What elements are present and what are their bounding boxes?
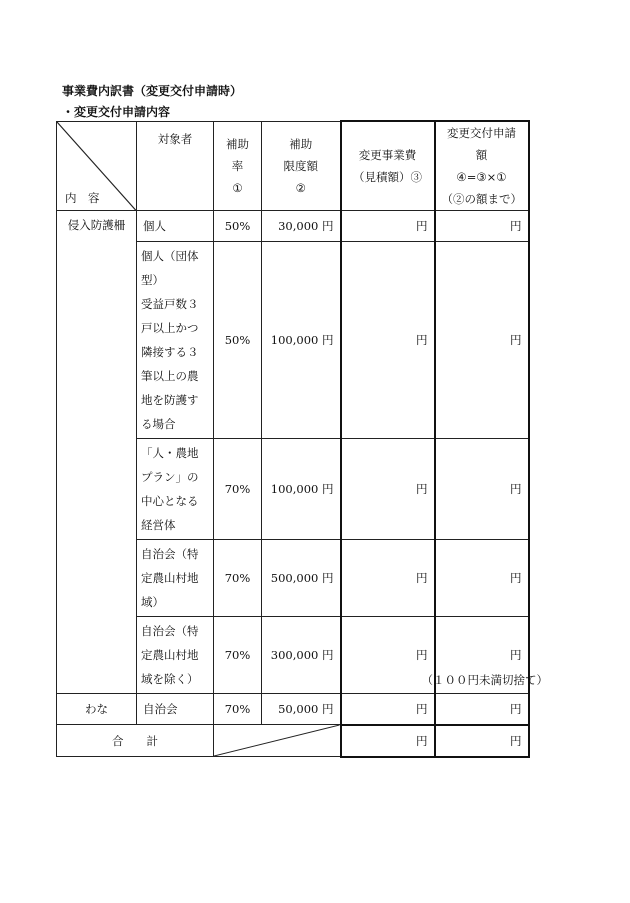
target-cell: 「人・農地プラン」の中心となる経営体 [137, 439, 214, 540]
corner-label: 内 容 [65, 191, 100, 205]
cost-cell: 円 [341, 694, 435, 725]
section-subtitle: ・変更交付申請内容 [62, 105, 171, 119]
cost-cell: 円 [341, 617, 435, 694]
rate-cell: 70% [214, 617, 262, 694]
rate-cell: 50% [214, 242, 262, 439]
corner-header-cell [57, 121, 137, 211]
header-rate: 補助 率 ① [214, 121, 262, 211]
category-cell: 侵入防護柵 [57, 211, 137, 694]
rate-cell: 70% [214, 439, 262, 540]
limit-cell: 100,000 円 [262, 242, 341, 439]
total-row [57, 725, 529, 757]
target-cell: 自治会（特定農山村地域） [137, 540, 214, 617]
cost-breakdown-table [56, 120, 530, 758]
table-row [57, 211, 529, 242]
header-limit: 補助 限度額 ② [262, 121, 341, 211]
target-cell: 自治会（特定農山村地域を除く） [137, 617, 214, 694]
cost-cell: 円 [341, 439, 435, 540]
apply-cell: 円 [435, 617, 529, 694]
cost-cell: 円 [341, 242, 435, 439]
apply-cell: 円 [435, 439, 529, 540]
table-row [57, 694, 529, 725]
diagonal-line [214, 725, 340, 756]
limit-cell: 500,000 円 [262, 540, 341, 617]
total-cost-cell: 円 [341, 725, 435, 757]
rate-cell: 70% [214, 540, 262, 617]
limit-cell: 30,000 円 [262, 211, 341, 242]
limit-cell: 100,000 円 [262, 439, 341, 540]
limit-cell: 50,000 円 [262, 694, 341, 725]
target-cell: 個人（団体型） 受益戸数３戸以上かつ隣接する３筆以上の農地を防護する場合 [137, 242, 214, 439]
apply-cell: 円 [435, 242, 529, 439]
document-title: 事業費内訳書（変更交付申請時） [62, 84, 243, 98]
total-apply-cell: 円 [435, 725, 529, 757]
target-cell: 個人 [137, 211, 214, 242]
total-blank-cell [214, 725, 341, 757]
header-target: 対象者 [137, 121, 214, 211]
rate-cell: 50% [214, 211, 262, 242]
cost-cell: 円 [341, 540, 435, 617]
apply-cell: 円 [435, 694, 529, 725]
category-cell: わな [57, 694, 137, 725]
apply-cell: 円 [435, 211, 529, 242]
cost-cell: 円 [341, 211, 435, 242]
rounding-note: （１００円未満切捨て） [421, 673, 548, 687]
header-apply: 変更交付申請額 ④=③×① （②の額まで） [435, 121, 529, 211]
apply-cell: 円 [435, 540, 529, 617]
rate-cell: 70% [214, 694, 262, 725]
target-cell: 自治会 [137, 694, 214, 725]
header-cost: 変更事業費 （見積額）③ [341, 121, 435, 211]
total-label: 合 計 [57, 725, 214, 757]
limit-cell: 300,000 円 [262, 617, 341, 694]
